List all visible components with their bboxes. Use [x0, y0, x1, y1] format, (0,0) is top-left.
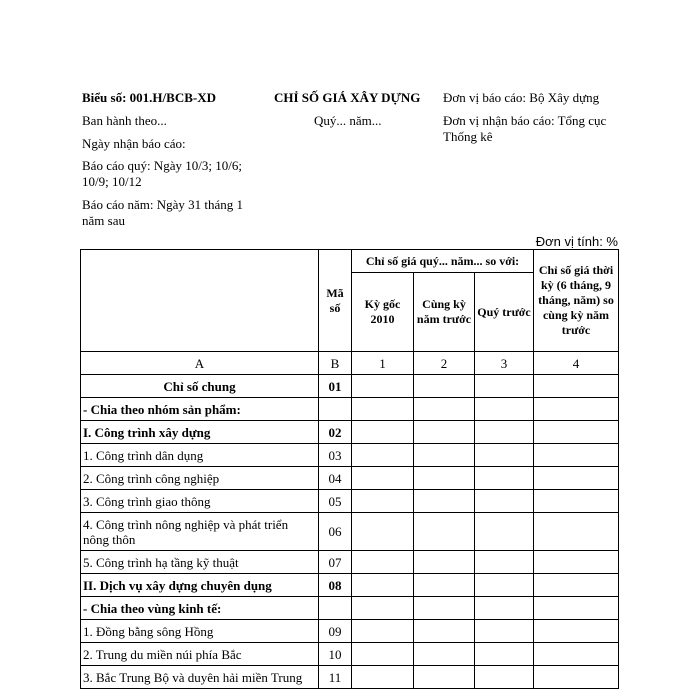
row-label: Chỉ số chung: [81, 375, 319, 398]
value-cell: [414, 490, 475, 513]
column-index: 2: [414, 352, 475, 375]
row-label: 1. Công trình dân dụng: [81, 444, 319, 467]
row-label: I. Công trình xây dựng: [81, 421, 319, 444]
row-code: 10: [319, 643, 352, 666]
value-cell: [414, 375, 475, 398]
value-cell: [352, 597, 414, 620]
value-cell: [475, 643, 534, 666]
value-cell: [352, 551, 414, 574]
value-cell: [414, 666, 475, 689]
report-period: Quý... năm...: [314, 113, 382, 128]
row-code: [319, 597, 352, 620]
value-cell: [352, 444, 414, 467]
row-label: 4. Công trình nông nghiệp và phát triển nông thôn: [81, 513, 319, 551]
value-cell: [475, 597, 534, 620]
table-row: [81, 375, 619, 398]
table-row: [81, 444, 619, 467]
column-index: A: [81, 352, 319, 375]
value-cell: [414, 398, 475, 421]
value-cell: [414, 643, 475, 666]
value-cell: [534, 490, 619, 513]
column-index: B: [319, 352, 352, 375]
value-cell: [475, 513, 534, 551]
header-period-index: Chỉ số giá thời kỳ (6 tháng, 9 tháng, năm) so cùng kỳ năm trước: [534, 250, 619, 352]
value-cell: [534, 620, 619, 643]
issued-by: Ban hành theo...: [82, 113, 167, 128]
value-cell: [534, 375, 619, 398]
value-cell: [475, 444, 534, 467]
value-cell: [352, 467, 414, 490]
value-cell: [534, 398, 619, 421]
value-cell: [414, 467, 475, 490]
row-label: - Chia theo vùng kinh tế:: [81, 597, 319, 620]
table-row: [81, 513, 619, 551]
receiving-unit: Đơn vị nhận báo cáo: Tổng cục Thống kê: [443, 113, 607, 144]
value-cell: [475, 574, 534, 597]
value-cell: [414, 620, 475, 643]
row-label: 2. Trung du miền núi phía Bắc: [81, 643, 319, 666]
table-row: [81, 643, 619, 666]
value-cell: [352, 375, 414, 398]
column-index: 1: [352, 352, 414, 375]
value-cell: [475, 398, 534, 421]
value-cell: [475, 421, 534, 444]
value-cell: [414, 574, 475, 597]
column-index-row: [81, 352, 619, 375]
table-row: [81, 467, 619, 490]
value-cell: [534, 666, 619, 689]
row-code: 07: [319, 551, 352, 574]
value-cell: [475, 375, 534, 398]
row-code: 06: [319, 513, 352, 551]
annual-report-date: Báo cáo năm: Ngày 31 tháng 1 năm sau: [82, 197, 244, 228]
header-base-2010: Kỳ gốc 2010: [352, 273, 414, 352]
row-code: 03: [319, 444, 352, 467]
value-cell: [534, 574, 619, 597]
row-label: 1. Đồng bằng sông Hồng: [81, 620, 319, 643]
header-label-cell: [81, 250, 319, 352]
value-cell: [414, 597, 475, 620]
value-cell: [534, 513, 619, 551]
value-cell: [475, 666, 534, 689]
value-cell: [352, 666, 414, 689]
value-cell: [475, 620, 534, 643]
table-row: [81, 398, 619, 421]
value-cell: [352, 490, 414, 513]
table-row: [81, 666, 619, 689]
table-row: [81, 620, 619, 643]
table-header-row: [81, 250, 619, 273]
table-row: [81, 574, 619, 597]
value-cell: [352, 513, 414, 551]
form-number: Biểu số: 001.H/BCB-XD: [82, 90, 216, 105]
value-cell: [352, 643, 414, 666]
row-label: 3. Công trình giao thông: [81, 490, 319, 513]
row-label: - Chia theo nhóm sản phẩm:: [81, 398, 319, 421]
value-cell: [414, 444, 475, 467]
value-cell: [534, 467, 619, 490]
value-cell: [475, 551, 534, 574]
row-label: II. Dịch vụ xây dựng chuyên dụng: [81, 574, 319, 597]
value-cell: [534, 551, 619, 574]
value-cell: [352, 421, 414, 444]
header-prev-quarter: Quý trước: [475, 273, 534, 352]
value-cell: [352, 398, 414, 421]
document-title: CHỈ SỐ GIÁ XÂY DỰNG: [274, 90, 421, 105]
value-cell: [475, 490, 534, 513]
value-cell: [414, 551, 475, 574]
value-cell: [534, 421, 619, 444]
table-row: [81, 490, 619, 513]
header-same-period: Cùng kỳ năm trước: [414, 273, 475, 352]
value-cell: [534, 444, 619, 467]
row-label: 3. Bắc Trung Bộ và duyên hải miền Trung: [81, 666, 319, 689]
value-cell: [475, 467, 534, 490]
table-row: [81, 421, 619, 444]
row-label: 5. Công trình hạ tầng kỹ thuật: [81, 551, 319, 574]
quarterly-report-dates: Báo cáo quý: Ngày 10/3; 10/6; 10/9; 10/12: [82, 158, 242, 189]
row-code: 11: [319, 666, 352, 689]
unit-note: Đơn vị tính: %: [535, 234, 618, 249]
row-code: 08: [319, 574, 352, 597]
table-row: [81, 597, 619, 620]
value-cell: [414, 513, 475, 551]
value-cell: [534, 643, 619, 666]
value-cell: [414, 421, 475, 444]
price-index-table: [80, 249, 619, 689]
value-cell: [352, 574, 414, 597]
row-code: [319, 398, 352, 421]
received-date: Ngày nhận báo cáo:: [82, 136, 186, 151]
header-group: Chỉ số giá quý... năm... so với:: [352, 250, 534, 273]
header-code: Mã số: [319, 250, 352, 352]
row-code: 04: [319, 467, 352, 490]
column-index: 3: [475, 352, 534, 375]
row-code: 02: [319, 421, 352, 444]
row-label: 2. Công trình công nghiệp: [81, 467, 319, 490]
row-code: 01: [319, 375, 352, 398]
value-cell: [352, 620, 414, 643]
row-code: 09: [319, 620, 352, 643]
value-cell: [534, 597, 619, 620]
table-row: [81, 551, 619, 574]
reporting-unit: Đơn vị báo cáo: Bộ Xây dựng: [443, 90, 600, 105]
column-index: 4: [534, 352, 619, 375]
row-code: 05: [319, 490, 352, 513]
